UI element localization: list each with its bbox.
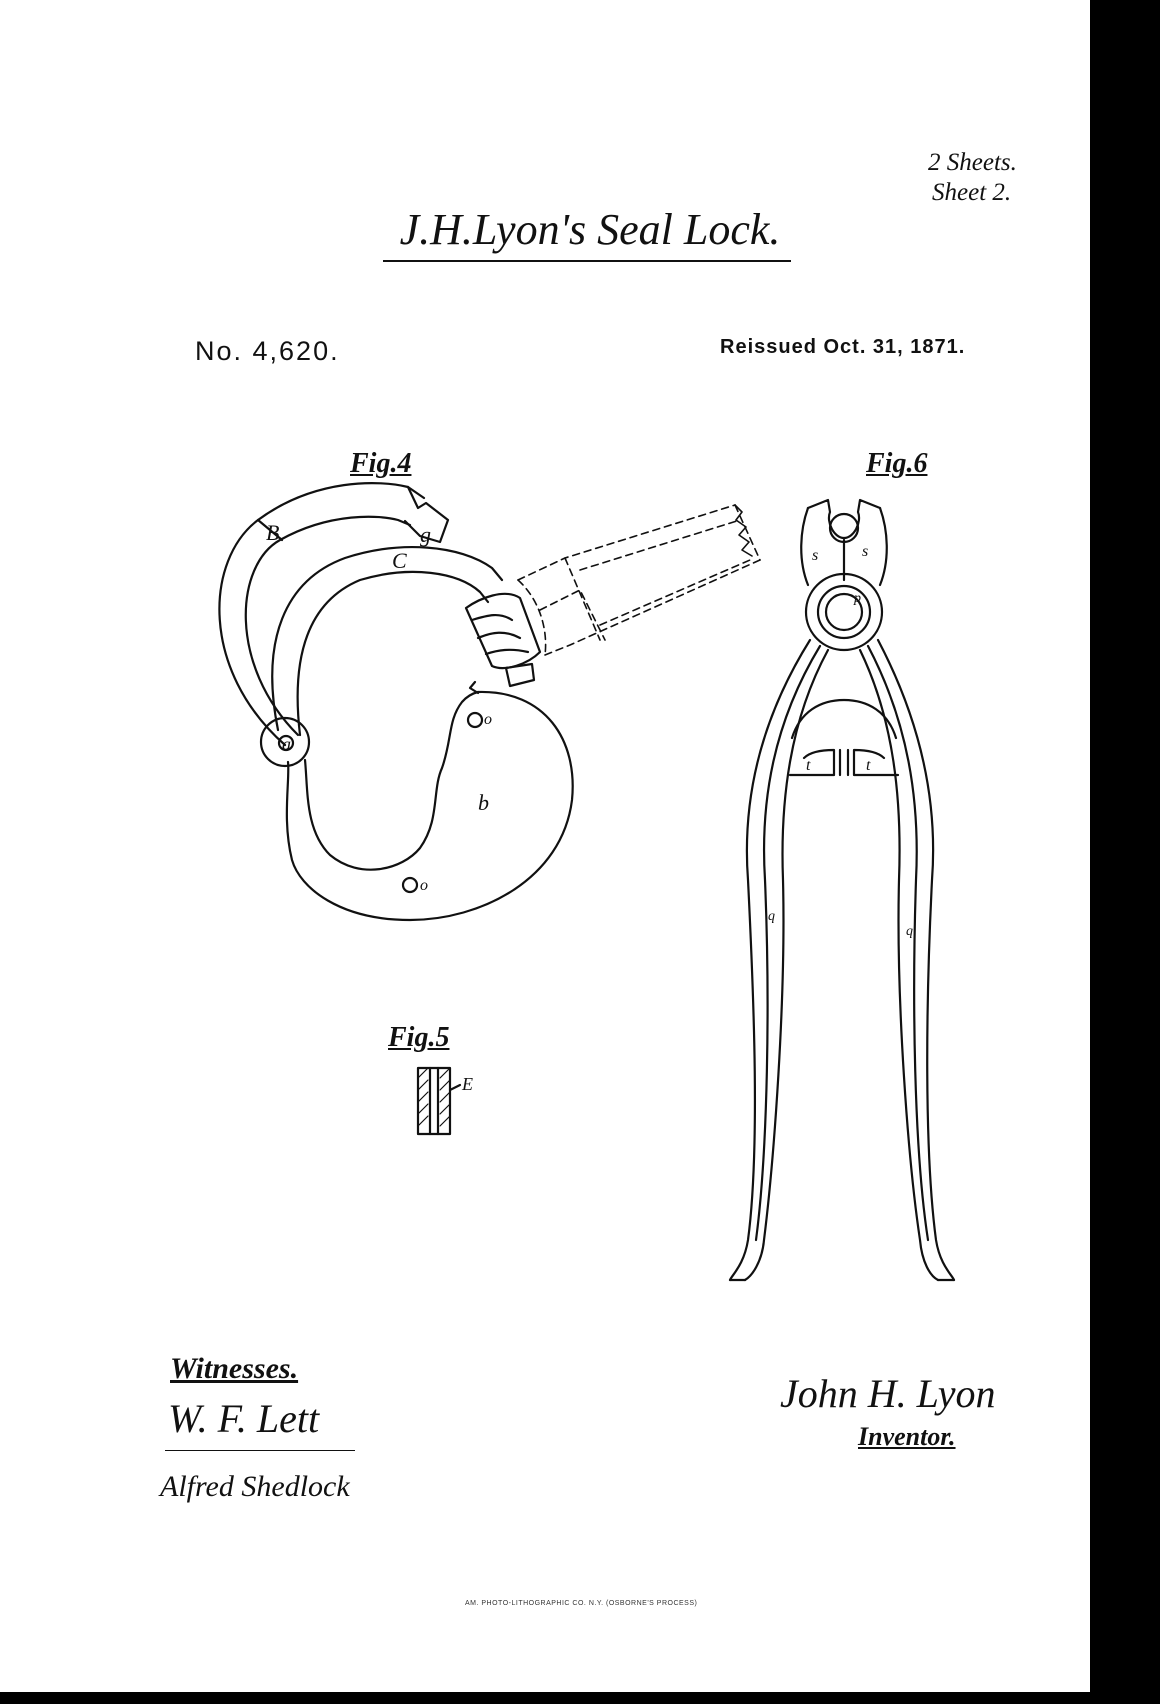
witness-signature-1: W. F. Lett <box>168 1396 320 1441</box>
scan-border-right <box>1090 0 1160 1704</box>
fig4-part-o-upper: o <box>484 711 492 728</box>
fig6-part-s-left: s <box>812 547 819 564</box>
lithographer-imprint: AM. PHOTO-LITHOGRAPHIC CO. N.Y. (OSBORNE'S PROCESS) <box>465 1600 698 1607</box>
fig4-part-b: b <box>478 790 489 815</box>
sheet-count-total: 2 Sheets. <box>928 149 1017 176</box>
fig4-part-a: a <box>282 734 291 754</box>
fig5-part-E: E <box>462 1074 473 1094</box>
witnesses-label: Witnesses. <box>170 1352 299 1385</box>
sheet-count-current: Sheet 2. <box>932 179 1012 206</box>
fig4-part-B: B <box>266 520 280 545</box>
fig6-drawing <box>730 500 954 1280</box>
fig6-part-p: p <box>854 591 861 606</box>
fig4-part-o-lower: o <box>420 877 428 894</box>
fig5-drawing <box>418 1068 460 1134</box>
reissue-date: Reissued Oct. 31, 1871. <box>720 336 966 358</box>
fig6-part-q-left: q <box>768 909 775 924</box>
scan-border-bottom <box>0 1692 1160 1704</box>
inventor-label: Inventor. <box>858 1422 956 1451</box>
fig4-part-g: g <box>420 522 431 547</box>
fig6-part-s-right: s <box>862 543 869 560</box>
fig6-part-t-right: t <box>866 757 871 774</box>
inventor-signature: John H. Lyon <box>780 1371 996 1416</box>
fig6-label: Fig.6 <box>866 448 928 479</box>
fig4-label: Fig.4 <box>350 448 412 479</box>
patent-number: No. 4,620. <box>195 336 340 366</box>
witness-underline <box>165 1450 355 1451</box>
patent-title: J.H.Lyon's Seal Lock. <box>399 205 781 254</box>
fig4-part-C: C <box>392 548 407 573</box>
fig6-part-q-right: q <box>906 924 913 939</box>
witness-signature-2: Alfred Shedlock <box>160 1470 350 1503</box>
fig6-part-t-left: t <box>806 757 811 774</box>
fig5-label: Fig.5 <box>388 1022 450 1053</box>
fig4-drawing <box>219 483 760 920</box>
